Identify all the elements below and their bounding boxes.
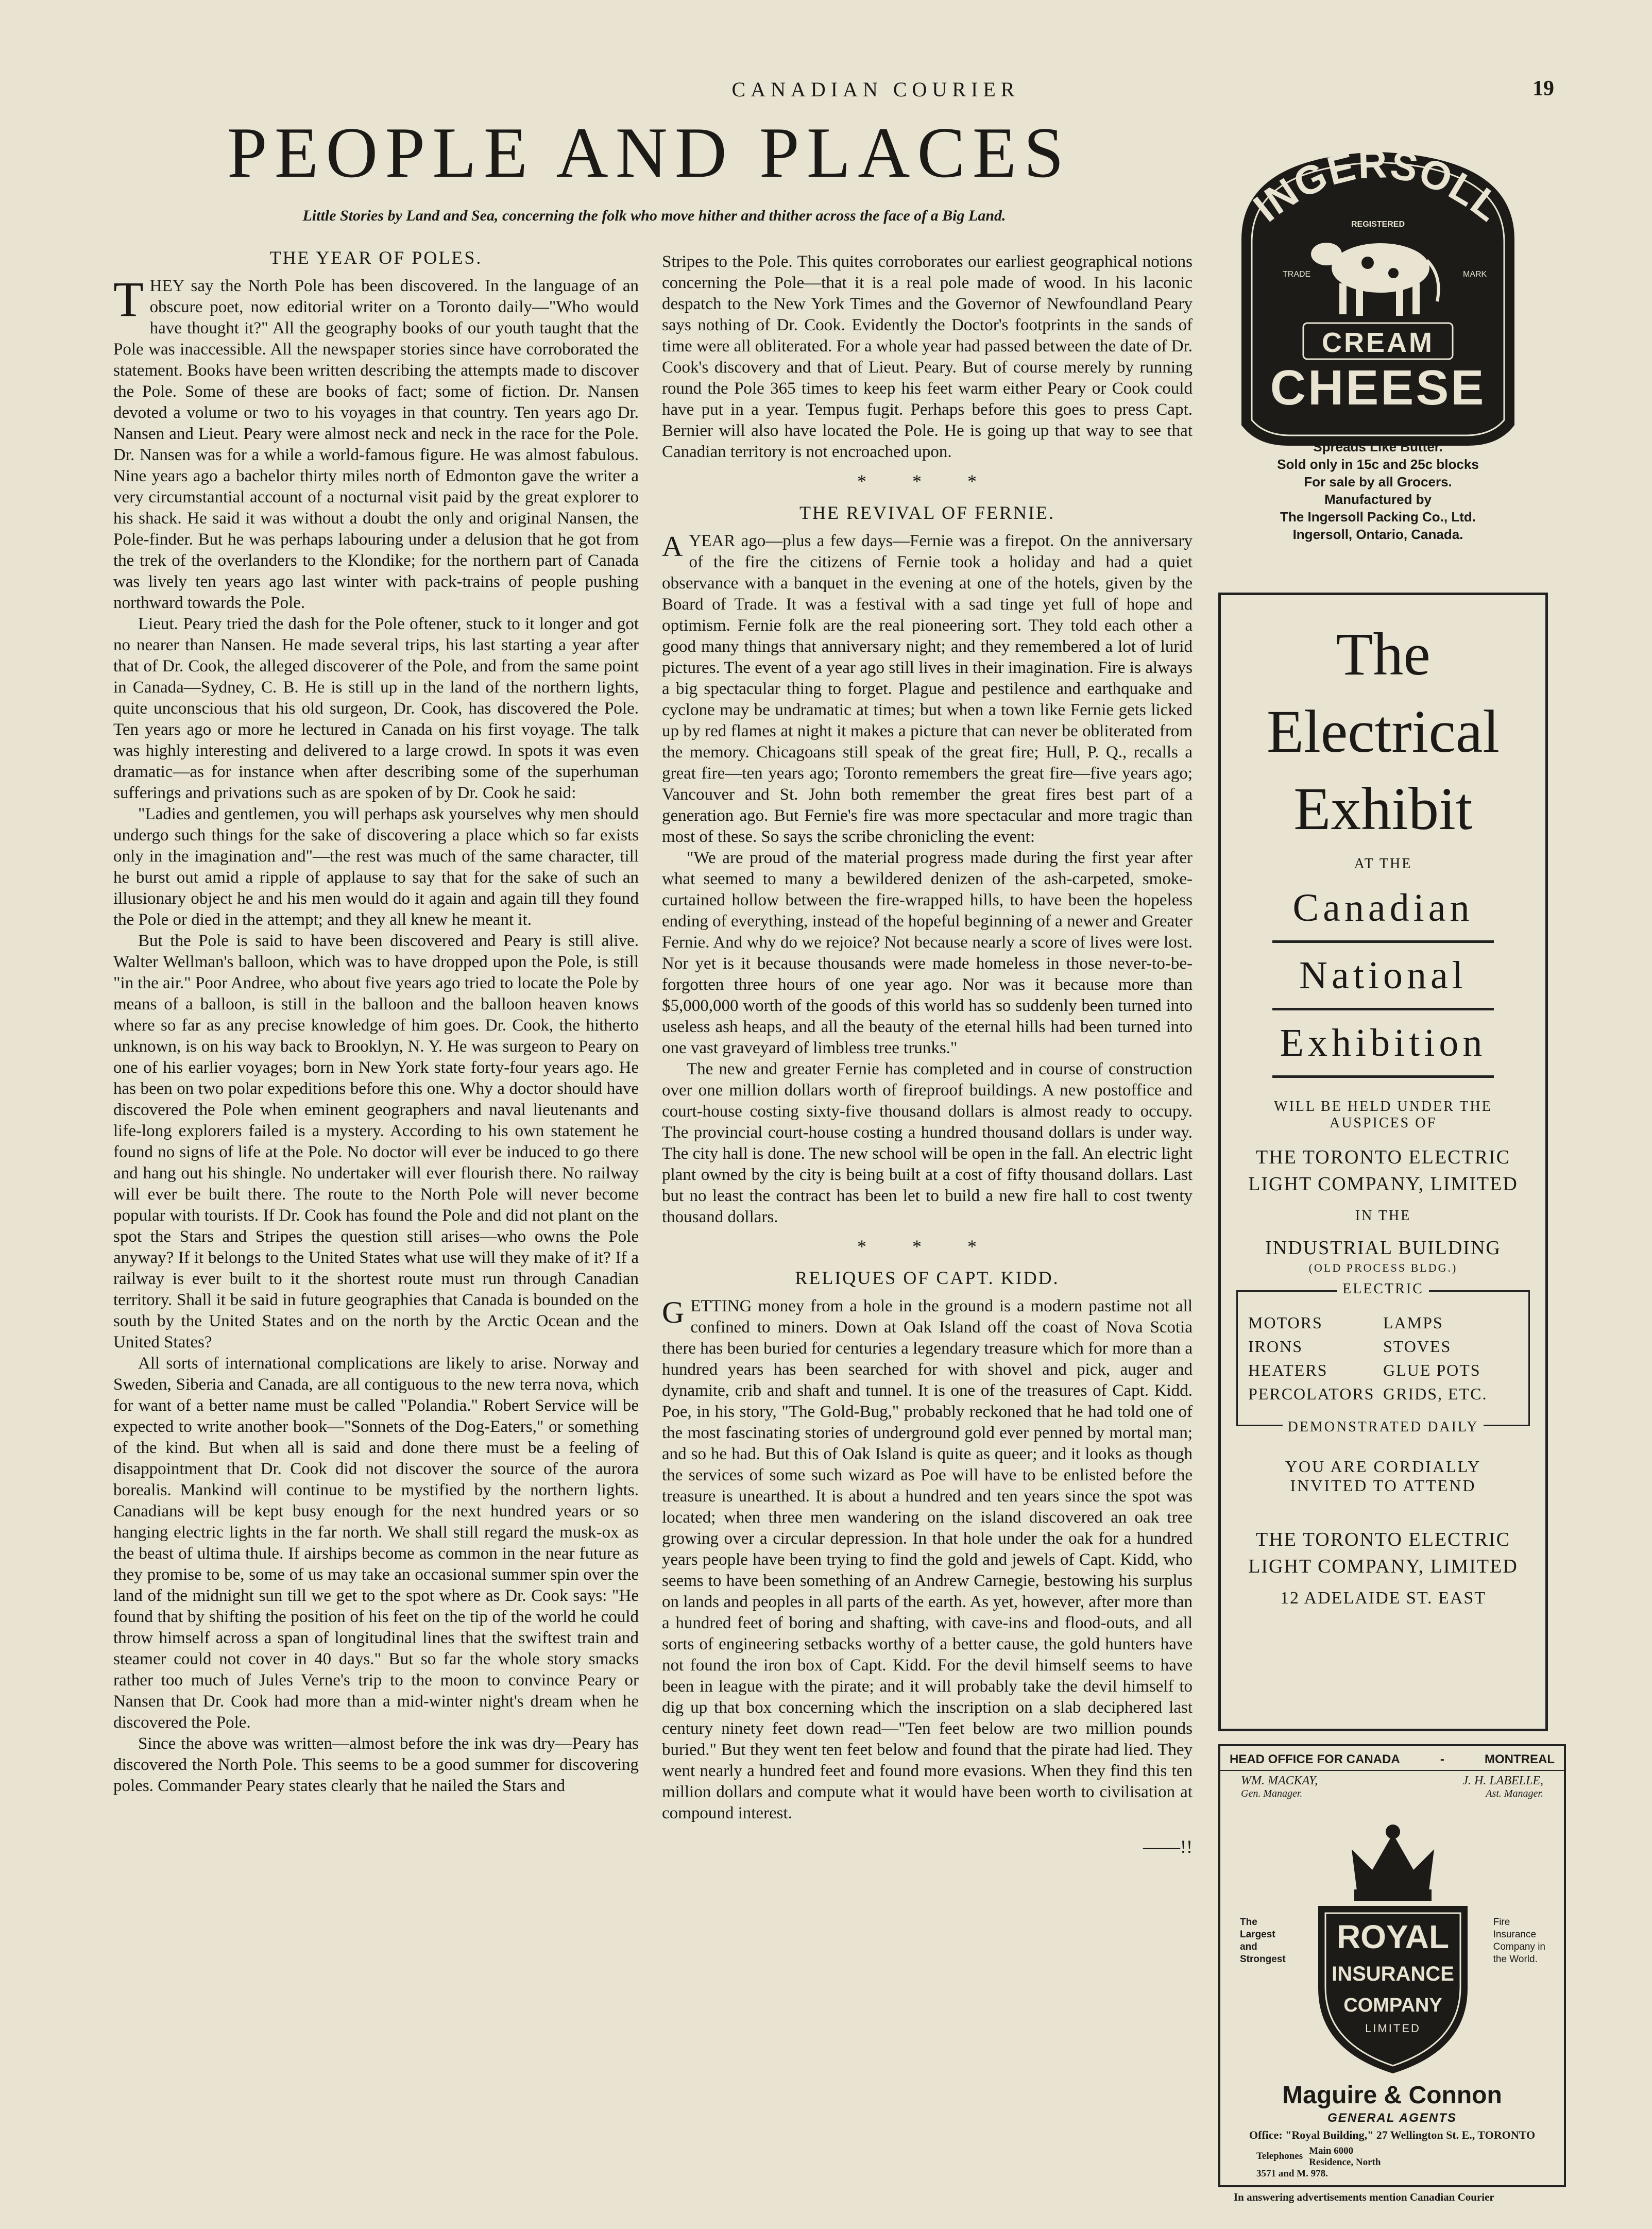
box-bottom-label: DEMONSTRATED DAILY <box>1283 1419 1484 1435</box>
product-item: STOVES <box>1383 1337 1452 1356</box>
article-paragraph: "Ladies and gentlemen, you will perhaps ask yourselves why men should undergo such things for the sake of discovering a place which so far exists only in the imagination and"—the rest was much of the same character, till he burst out amid a ripple of applause to say that for the sake of such an illusionary object he and his men would do it again and again till they found the Pole or died in the attempt; and they all knew he meant it. <box>113 805 639 929</box>
company-address: 12 ADELAIDE ST. EAST <box>1280 1589 1487 1608</box>
article-paragraph: AYEAR ago—plus a few days—Fernie was a firepot. On the anniversary of the fire the citizens of Fernie took a holiday and had a quiet observance with a banquet in the evening at one of the hotels, given by the Board of Trade. It was a festival with a sad tinge yet full of hope and optimism. Fernie folk are the real pioneering sort. They told each other a good many things that anniversary night; and they remembered a lot of lurid pictures. The event of a year ago still lives in their imagination. Fire is always a big spectacular thing to forget. Plague and pestilence and earthquake and cyclone may be undramatic at times; but when a town like Fernie gets licked up by red flames at night it makes a picture that can never be obliterated from the memory. Chicagoans still speak of the great fire; Hull, P. Q., recalls a great fire—ten years ago; Toronto remembers the great fire—five years ago; Vancouver and St. John both remember the great fires best part of a generation ago. But Fernie's fire was more spectacular and more tragic than most of these. So says the scribe chronicling the event: <box>662 531 1193 846</box>
price-line: Sold only in 15c and 25c blocks <box>1277 457 1479 472</box>
brand-text: INGERSOLL <box>1245 141 1511 231</box>
telephones-label: Telephones <box>1256 2151 1303 2162</box>
registered-text: REGISTERED <box>1351 220 1405 229</box>
ad-exhibit: Exhibit <box>1293 775 1473 842</box>
section-divider: * * * <box>857 471 997 492</box>
mark-text: MARK <box>1463 270 1487 279</box>
ad-national: National <box>1299 954 1467 997</box>
drop-cap: A <box>662 531 683 563</box>
product-item: HEATERS <box>1248 1361 1328 1379</box>
telephones <box>1256 2146 1402 2180</box>
in-the: IN THE <box>1355 1208 1411 1224</box>
location-line: Ingersoll, Ontario, Canada. <box>1292 527 1463 542</box>
end-mark: ——!! <box>1143 1836 1193 1857</box>
article-heading-kidd: RELIQUES OF CAPT. KIDD. <box>795 1268 1060 1288</box>
manager-title: Ast. Manager. <box>1486 1788 1543 1799</box>
article-paragraph: THEY say the North Pole has been discovered. In the language of an obscure poet, now editorial writer on a Toronto daily—"Who would have thought it?" All the geography books of our youth taught that the Pole was inaccessible. All the newspaper stories since have corroborated the statement. Books have been written describing the attempts made to discover the Pole. Some of these are books of fact; some of fiction. Dr. Nansen devoted a volume or two to his voyages in that country. Ten years ago Dr. Nansen and Lieut. Peary were almost neck and neck in the race for the Pole. Dr. Nansen was for a while a world-famous figure. He was almost fabulous. Nine years ago a bachelor thirty miles north of Edmonton gave the writer a very circumstantial account of a nocturnal visit paid by the great explorer to his shack. He said it was without a doubt the only and original Nansen, the Pole-finder. But he was perhaps labouring under a delusion that he got from the trek of the overlanders to the Klondike; for the northern part of Canada was lively ten years ago last winter with pack-trains of people pushing northward towards the Pole. <box>113 272 639 612</box>
managers-names <box>1220 1771 1564 1788</box>
maker-line: The Ingersoll Packing Co., Ltd. <box>1280 509 1476 525</box>
company2-line-2: LIGHT COMPANY, LIMITED <box>1248 1556 1518 1577</box>
manager-name: J. H. LABELLE, <box>1462 1774 1543 1787</box>
invite-line-2: INVITED TO ATTEND <box>1290 1476 1476 1495</box>
article-paragraph: All sorts of international complications are likely to arise. Norway and Sweden, Siberia and Canada, are all contiguous to the new terra nova, which for want of a better name must be called "Polandia." Robert Service will be expected to write another book—"Sonnets of the Dog-Eaters," or something of the kind. But when all is said and done there must be a feeling of disappointment that Dr. Cook did not discover the source of the aurora borealis. Mankind will continue to be mystified by the northern lights. Canadians will be kept busy enough for the next hundred years or so hanging electric lights in the far north. We shall still regard the musk-ox as the beast of ultima thule. If airships become as common in the near future as they promise to be, some of us may take an occasional summer spin over the land of the midnight sun till we get to the spot where as Dr. Cook says: "He found that by shifting the position of his feet on the tip of the world he could throw himself across a span of longitudinal lines that the swiftest train and steamer could not cover in 40 days." But so far the whole story smacks rather too much of Jules Verne's trip to the moon to convince Peary or Nansen that Dr. Cook had more than a mid-winter night's dream when he discovered the Pole. <box>113 1354 639 1732</box>
head-office-city: MONTREAL <box>1485 1752 1555 1766</box>
right-note: Fire Insurance Company in the World. <box>1493 1917 1545 1965</box>
masthead: CANADIAN COURIER <box>731 78 1020 101</box>
ad-electrical: Electrical <box>1266 698 1500 765</box>
telephone-residence: Residence, North 3571 and M. 978. <box>1256 2157 1381 2179</box>
company-line-2: LIGHT COMPANY, LIMITED <box>1248 1173 1518 1195</box>
product-item: GLUE POTS <box>1383 1361 1481 1379</box>
manager-title: Gen. Manager. <box>1241 1788 1303 1799</box>
ad-at-the: AT THE <box>1354 856 1412 872</box>
agents-name: Maguire & Connon <box>1282 2082 1502 2109</box>
head-office-label: HEAD OFFICE FOR CANADA <box>1230 1752 1400 1766</box>
article-paragraph: But the Pole is said to have been discovered and Peary is still alive. Walter Wellman's balloon, which was to have dropped upon the Pole, is still "in the air." Poor Andree, who about five years ago tried to locate the Pole by means of a balloon, is still in the balloon and the balloon heaven knows where so far as any precise knowledge of him goes. Dr. Cook, the hitherto unknown, is on his way back to Brooklyn, N. Y. He was surgeon to Peary on one of his earlier voyages; born in New York state forty-four years ago. He has been on two polar expeditions before this one. Why a doctor should have discovered the Pole when eminent geographers and naval lieutenants and life-long explorers failed is a mystery. According to his own statement he found no signs of life at the Pole. No doctor will ever be induced to go there and hang out his shingle. No undertaker will ever flourish there. No railway will ever be built there. The route to the North Pole will never become popular with tourists. If Dr. Cook has found the Pole and did not plant on the spot the Stars and Stripes the question still arises—who owns the Pole anyway? If it belongs to the United States what use will they make of it? If a railway is ever built to it the shortest route must run through Canadian territory. Shall it be said in future geographies that Canada is bounded on the south by the United States and on the north by the Arctic Ocean and the United States? <box>113 932 639 1352</box>
ingersoll-tagline <box>1221 438 1535 543</box>
page-title: PEOPLE AND PLACES <box>227 113 1071 193</box>
building-name: INDUSTRIAL BUILDING <box>1265 1237 1501 1259</box>
office-address: Office: "Royal Building," 27 Wellington St. E., TORONTO <box>1249 2129 1536 2141</box>
crown-shield-emblem <box>1308 1813 1478 2076</box>
article-paragraph: Stripes to the Pole. This quites corroborates our earliest geographical notions concerning the Pole—that it is a real pole made of wood. In his laconic despatch to the New York Times and the Governor of Newfoundland Peary says nothing of Dr. Cook. Evidently the Doctor's footprints in the sands of time were all obliterated. For a whole year had passed between the date of Dr. Cook's discovery and that of Lieut. Peary. But of course merely by running round the Pole 365 times to keep his feet warm either Peary or Cook could have put in a year. Tempus fugit. Perhaps before this goes to press Capt. Bernier will also have located the Pole. He is going up that way to see that Canadian territory is not encroached upon. <box>662 252 1193 461</box>
ad-the: The <box>1336 620 1430 688</box>
article-paragraph: The new and greater Fernie has completed and in course of construction over one million dollars worth of fireproof buildings. A new postoffice and court-house costing sixty-five thousand dollars is almost ready to occupy. The provincial court-house costing a hundred thousand dollars is under way. The city hall is done. The new school will be open in the fall. An electric light plant owned by the city is being built at a cost of fifty thousand dollars. Last but no least the contract has been let to build a new fire hall to cost twenty thousand dollars. <box>662 1060 1193 1226</box>
article-column-2 <box>662 251 1193 1858</box>
invite-line-1: YOU ARE CORDIALLY <box>1285 1457 1481 1476</box>
building-note: (OLD PROCESS BLDG.) <box>1308 1261 1458 1274</box>
head-office-line <box>1220 1746 1564 1771</box>
article-paragraph: Since the above was written—almost before the ink was dry—Peary has discovered the North Pole. This seems to be a good summer for discovering poles. Commander Peary states clearly that he nailed the Stars and <box>113 1734 639 1795</box>
article-heading-fernie: THE REVIVAL OF FERNIE. <box>799 502 1055 523</box>
ad-canadian: Canadian <box>1292 886 1474 930</box>
products-box <box>1236 1281 1530 1435</box>
shield-insurance: INSURANCE <box>1332 1963 1454 1985</box>
cream-text: CREAM <box>1322 327 1434 358</box>
article-paragraph: GETTING money from a hole in the ground is a modern pastime not all confined to miners. Down at Oak Island off the coast of Nova Scotia there has been buried for centuries a legendary treasure which for more than a hundred years has been searched for with shovel and pick, auger and dynamite, crib and shaft and tunnel. It is one of the treasures of Capt. Kidd. Poe, in his story, "The Gold-Bug," probably reckoned that he had told one of the most fascinating stories of underground gold ever penned by mortal man; and so he had. But this of Oak Island is quite as queer; and it looks as though the services of some such wizard as Poe will have to be enlisted before the treasure is unearthed. It is about a hundred and ten years since the spot was located; when three men wandering on the island discovered an oak tree growing over a circular depression. In that hole under the oak for a hundred years people have been trying to find the gold and jewels of Capt. Kidd, who seems to have been something of an Andrew Carnegie, bestowing his surplus on lands and peoples in all parts of the earth. As yet, however, after more than a hundred feet of boring and shafting, with cave-ins and flood-outs, and all sorts of engineering setbacks worthy of a better cause, the gold hunters have not found the iron box of Capt. Kidd. For the devil himself seems to have been in league with the pirate; and it will probably take the devil himself to dig up that box concerning which the inscription on a slab deciphered last century ninety feet down read—"Ten feet below are two million pounds buried." But they went ten feet below and found that the pirate had lied. They went nearly a hundred feet and found more evasions. When they find this ten million dollars and compute what it would have been worth to civilisation at compound interest. <box>662 1295 1193 1822</box>
cheese-text: CHEESE <box>1270 360 1486 415</box>
electrical-exhibit-ad <box>1218 593 1548 1731</box>
sale-line: For sale by all Grocers. <box>1304 474 1452 489</box>
held-line-1: WILL BE HELD UNDER THE <box>1274 1099 1492 1114</box>
shield-royal: ROYAL <box>1336 1918 1450 1955</box>
ingersoll-cheese-ad <box>1221 137 1535 554</box>
agents-title: GENERAL AGENTS <box>1327 2111 1457 2125</box>
divider <box>1272 1075 1494 1078</box>
article-paragraph: "We are proud of the material progress made during the first year after what seemed to many a bewildered denizen of the ash-carpeted, smoke-curtained hollow between the fire-wrapped hills, to have been the hopeless ending of everything, instead of the hopeful beginning of a newer and Greater Fernie. And why do we rejoice? Not because nearly a score of lives were lost. Nor yet is it because thousands were made homeless in those never-to-be-forgotten three hours of one year ago. Nor was it because more than $5,000,000 worth of the goods of this world has so suddenly been turned into useless ash heaps, and all the beauty of the eternal hills had been turned into one vast graveyard of limbless tree trunks." <box>662 849 1193 1057</box>
product-item: PERCOLATORS <box>1248 1384 1375 1403</box>
article-column-1 <box>113 247 639 1797</box>
article-heading-poles: THE YEAR OF POLES. <box>269 247 483 268</box>
company2-line-1: THE TORONTO ELECTRIC <box>1256 1529 1510 1550</box>
footer-note: In answering advertisements mention Canadian Courier <box>1234 2191 1494 2203</box>
trade-text: TRADE <box>1283 270 1311 279</box>
section-divider: * * * <box>857 1236 997 1257</box>
product-item: MOTORS <box>1248 1313 1323 1332</box>
shield-limited: LIMITED <box>1365 2022 1421 2035</box>
product-item: GRIDS, ETC. <box>1383 1384 1488 1403</box>
telephone-main: Main 6000 <box>1309 2146 1354 2156</box>
manufactured-line: Manufactured by <box>1324 492 1432 507</box>
managers-titles <box>1220 1788 1564 1800</box>
product-item: LAMPS <box>1383 1313 1443 1332</box>
shield-company: COMPANY <box>1343 1995 1442 2016</box>
crown-icon <box>1352 1825 1434 1901</box>
products-grid <box>1248 1311 1518 1406</box>
ad-exhibition: Exhibition <box>1280 1021 1487 1065</box>
drop-cap: T <box>113 272 144 327</box>
held-line-2: AUSPICES OF <box>1329 1115 1437 1131</box>
royal-insurance-ad <box>1218 1744 1566 2187</box>
article-paragraph: Lieut. Peary tried the dash for the Pole oftener, stuck to it longer and got no nearer than Nansen. He made several trips, his last starting a year after that of Dr. Cook, the alleged discoverer of the Pole, and from the same point in Canada—Sydney, C. B. He is still up in the land of the northern lights, quite unconscious that his old surgeon, Dr. Cook, has discovered the Pole. Ten years ago or more he lectured in Canada on his first voyage. The talk was highly interesting and delivered to a large crowd. In spots it was even dramatic—as for instance when after describing some of the superhuman sufferings and privations such as are spoken of by Dr. Cook he said: <box>113 615 639 802</box>
page-number: 19 <box>1532 77 1554 100</box>
page-subtitle: Little Stories by Land and Sea, concerning the folk who move hither and thither across the face of a Big Land. <box>302 207 1006 224</box>
divider <box>1272 940 1494 943</box>
drop-cap: G <box>662 1295 685 1329</box>
box-top-label: ELECTRIC <box>1337 1281 1429 1297</box>
product-item: IRONS <box>1248 1337 1303 1356</box>
left-note: The Largest and Strongest <box>1240 1917 1286 1965</box>
manager-name: WM. MACKAY, <box>1241 1774 1318 1787</box>
divider <box>1272 1008 1494 1010</box>
company-line-1: THE TORONTO ELECTRIC <box>1256 1146 1510 1168</box>
slogan: "Spreads Like Butter." <box>1306 439 1450 454</box>
separator: - <box>1440 1752 1444 1766</box>
